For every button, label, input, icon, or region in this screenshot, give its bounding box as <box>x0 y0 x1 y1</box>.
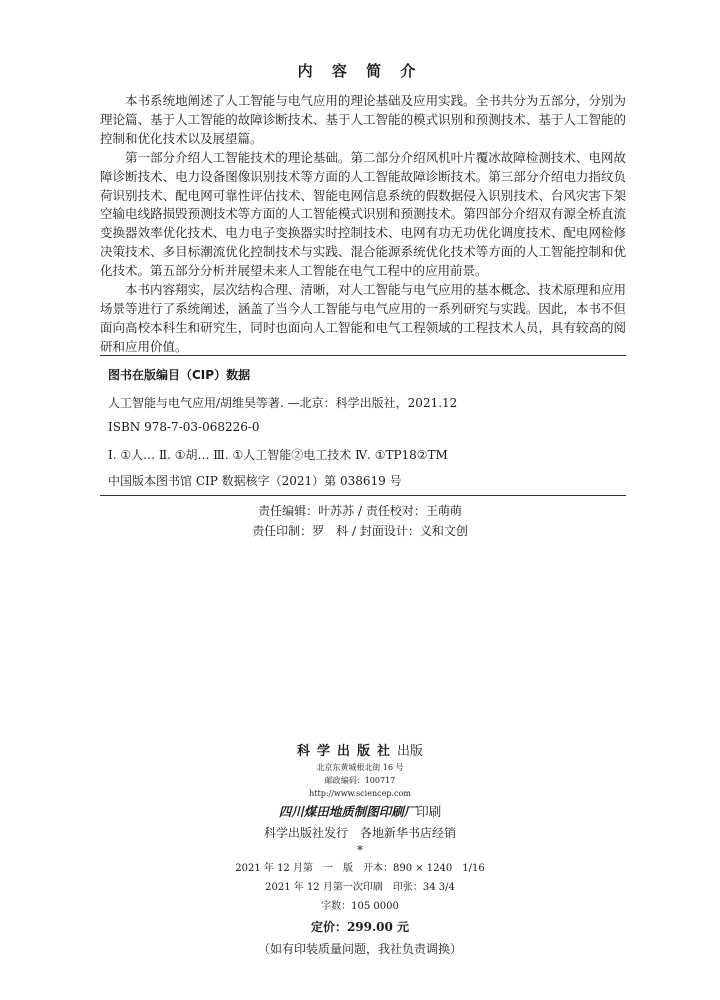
production-credits: 责任印制：罗 科 / 封面设计：义和文创 <box>252 524 468 538</box>
cip-bottom-divider <box>100 495 626 496</box>
printer-logo: 四川煤田地质制图印刷厂 <box>278 804 417 819</box>
cip-top-divider <box>100 355 626 356</box>
publisher-website: http://www.sciencep.com <box>309 789 411 798</box>
quality-note: （如有印装质量问题，我社负责调换） <box>257 942 462 956</box>
summary-paragraph: 本书系统地阐述了人工智能与电气应用的理论基础及应用实践。全书共分为五部分，分别为理论篇、基于人工智能的故障诊断技术、基于人工智能的模式识别和预测技术、基于人工智能的控制和优化技术以及展望篇。 <box>100 93 626 146</box>
cip-line-title: 人工智能与电气应用/胡维昊等著. —北京：科学出版社，2021.12 <box>108 396 458 410</box>
separator-star: * <box>357 843 363 857</box>
publication-imprint <box>0 740 720 957</box>
content-summary <box>100 92 626 357</box>
cip-heading: 图书在版编目（CIP）数据 <box>108 368 251 382</box>
cip-line-record-number: 中国版本图书馆 CIP 数据核字（2021）第 038619 号 <box>108 474 402 488</box>
edition-line: 2021 年 12 月第 一 版 开本：890 × 1240 1/16 <box>235 863 485 874</box>
wordcount-line: 字数：105 0000 <box>321 901 399 912</box>
distribution-line: 科学出版社发行 各地新华书店经销 <box>263 826 456 840</box>
cip-line-isbn: ISBN 978-7-03-068226-0 <box>108 420 260 434</box>
publisher-address: 北京东黄城根北街 16 号 <box>316 763 404 772</box>
publisher-line <box>0 740 720 759</box>
cip-line-classification: Ⅰ. ①人… Ⅱ. ①胡… Ⅲ. ①人工智能②电工技术 Ⅳ. ①TP18②TM <box>108 448 448 462</box>
summary-paragraph: 第一部分介绍人工智能技术的理论基础。第二部分介绍风机叶片覆冰故障检测技术、电网故障诊断技术、电力设备图像识别技术等方面的人工智能故障诊断技术。第三部分介绍电力指纹负荷识别技术、配电网可靠性评估技术、智能电网信息系统的假数据侵入识别技术、台风灾害下架空输电线路损毁预测技术等方面的人工智能模式识别和预测技术。第四部分介绍双有源全桥直流变换器效率优化技术、电力电子变换器实时控制技术、电网有功无功优化调度技术、配电网检修决策技术、多目标潮流优化控制技术与实践、混合能源系统优化技术等方面的人工智能控制和优化技术。第五部分分析并展望未来人工智能在电气工程中的应用前景。 <box>100 149 626 279</box>
publisher-logo: 科学出版社 <box>296 744 397 759</box>
printer-suffix: 印刷 <box>416 804 442 819</box>
price-line: 定价：299.00 元 <box>310 920 410 934</box>
printer-line <box>0 802 720 820</box>
editor-credits: 责任编辑：叶苏苏 / 责任校对：王萌萌 <box>258 504 462 518</box>
publisher-postcode: 邮政编码：100717 <box>324 776 396 785</box>
summary-paragraph: 本书内容翔实，层次结构合理、清晰，对人工智能与电气应用的基本概念、技术原理和应用场景等进行了系统阐述，涵盖了当今人工智能与电气应用的一系列研究与实践。因此，本书不但面向高校本科生和研究生，同时也面向人工智能和电气工程领域的工程技术人员，具有较高的阅研和应用价值。 <box>100 282 626 354</box>
page-title: 内 容 简 介 <box>297 62 423 80</box>
printing-line: 2021 年 12 月第一次印刷 印张：34 3/4 <box>265 882 455 893</box>
publisher-suffix: 出版 <box>397 744 424 759</box>
